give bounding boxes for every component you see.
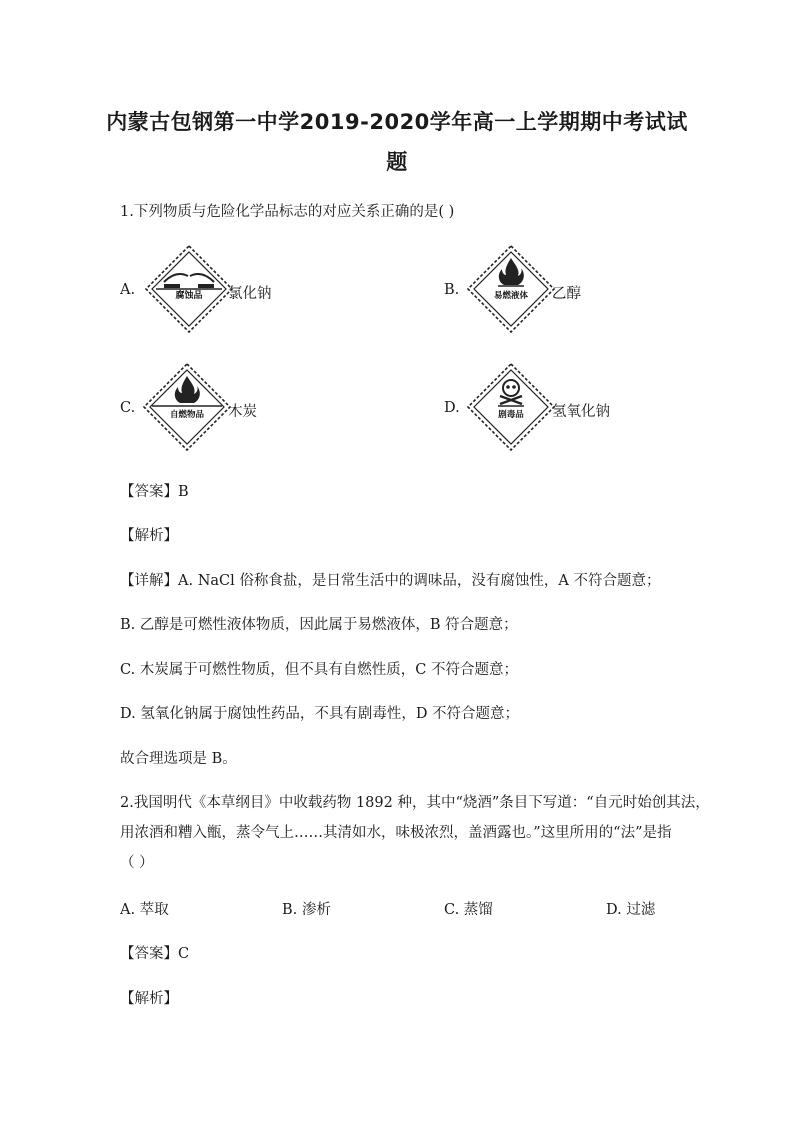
flame-icon: [142, 362, 232, 452]
q1-option-a-substance: 氯化钠: [228, 286, 272, 302]
q1-analysis-heading: 【解析】: [120, 528, 178, 544]
q2-answer: 【答案】C: [120, 946, 190, 962]
q1-analysis-line: C. 木炭属于可燃性物质，但不具有自燃性质，C 不符合题意；: [120, 662, 518, 678]
flammable-liquid-sign-text: 易燃液体: [493, 291, 529, 301]
q1-option-c-label: C.: [120, 400, 136, 416]
q1-analysis-line: D. 氢氧化钠属于腐蚀性药品，不具有剧毒性，D 不符合题意；: [120, 706, 520, 722]
corrosive-sign-text: 腐蚀品: [175, 291, 203, 301]
q2-choice-b: B. 渗析: [282, 902, 331, 918]
q1-option-b-label: B.: [444, 282, 460, 298]
q2-stem-line: 用浓酒和糟入甑，蒸令气上……其清如水，味极浓烈，盖酒露也。”这里所用的“法”是指: [120, 825, 672, 841]
document-title-line1: 内蒙古包钢第一中学2019-2020学年高一上学期期中考试试: [106, 110, 688, 134]
q1-option-d-substance: 氢氧化钠: [552, 404, 610, 420]
q1-option-a-label: A.: [120, 282, 136, 298]
flammable-liquid-sign: [466, 244, 556, 334]
q2-choice-c: C. 蒸馏: [444, 902, 493, 918]
spontaneous-combustion-sign: [142, 362, 232, 452]
skull-icon: [466, 362, 556, 452]
document-title-line2: 题: [386, 150, 408, 174]
q1-analysis-line: B. 乙醇是可燃性液体物质，因此属于易燃液体，B 符合题意；: [120, 617, 518, 633]
flame-icon: [466, 244, 556, 334]
q1-analysis-line: 【详解】A. NaCl 俗称食盐，是日常生活中的调味品，没有腐蚀性，A 不符合题意；: [120, 573, 661, 589]
corrosive-sign: [144, 244, 234, 334]
q1-option-d-label: D.: [444, 400, 460, 416]
q2-choice-a: A. 萃取: [120, 902, 169, 918]
q1-stem: 1.下列物质与危险化学品标志的对应关系正确的是( ): [120, 204, 455, 220]
q2-stem-line: （ ）: [120, 855, 154, 871]
toxic-sign-text: 剧毒品: [498, 410, 524, 420]
q1-option-b-substance: 乙醇: [552, 286, 581, 302]
q2-stem-line: 2.我国明代《本草纲目》中收载药物 1892 种，其中“烧酒”条目下写道：“自元时始创其法，: [120, 795, 710, 811]
q1-option-c-substance: 木炭: [228, 404, 257, 420]
spontaneous-combustion-sign-text: 自燃物品: [169, 410, 205, 420]
q2-choice-d: D. 过滤: [606, 902, 656, 918]
q2-analysis-heading: 【解析】: [120, 991, 178, 1007]
corrosive-icon: [144, 244, 234, 334]
q1-analysis-line: 故合理选项是 B。: [120, 751, 237, 767]
q1-answer: 【答案】B: [120, 484, 189, 500]
toxic-sign: [466, 362, 556, 452]
